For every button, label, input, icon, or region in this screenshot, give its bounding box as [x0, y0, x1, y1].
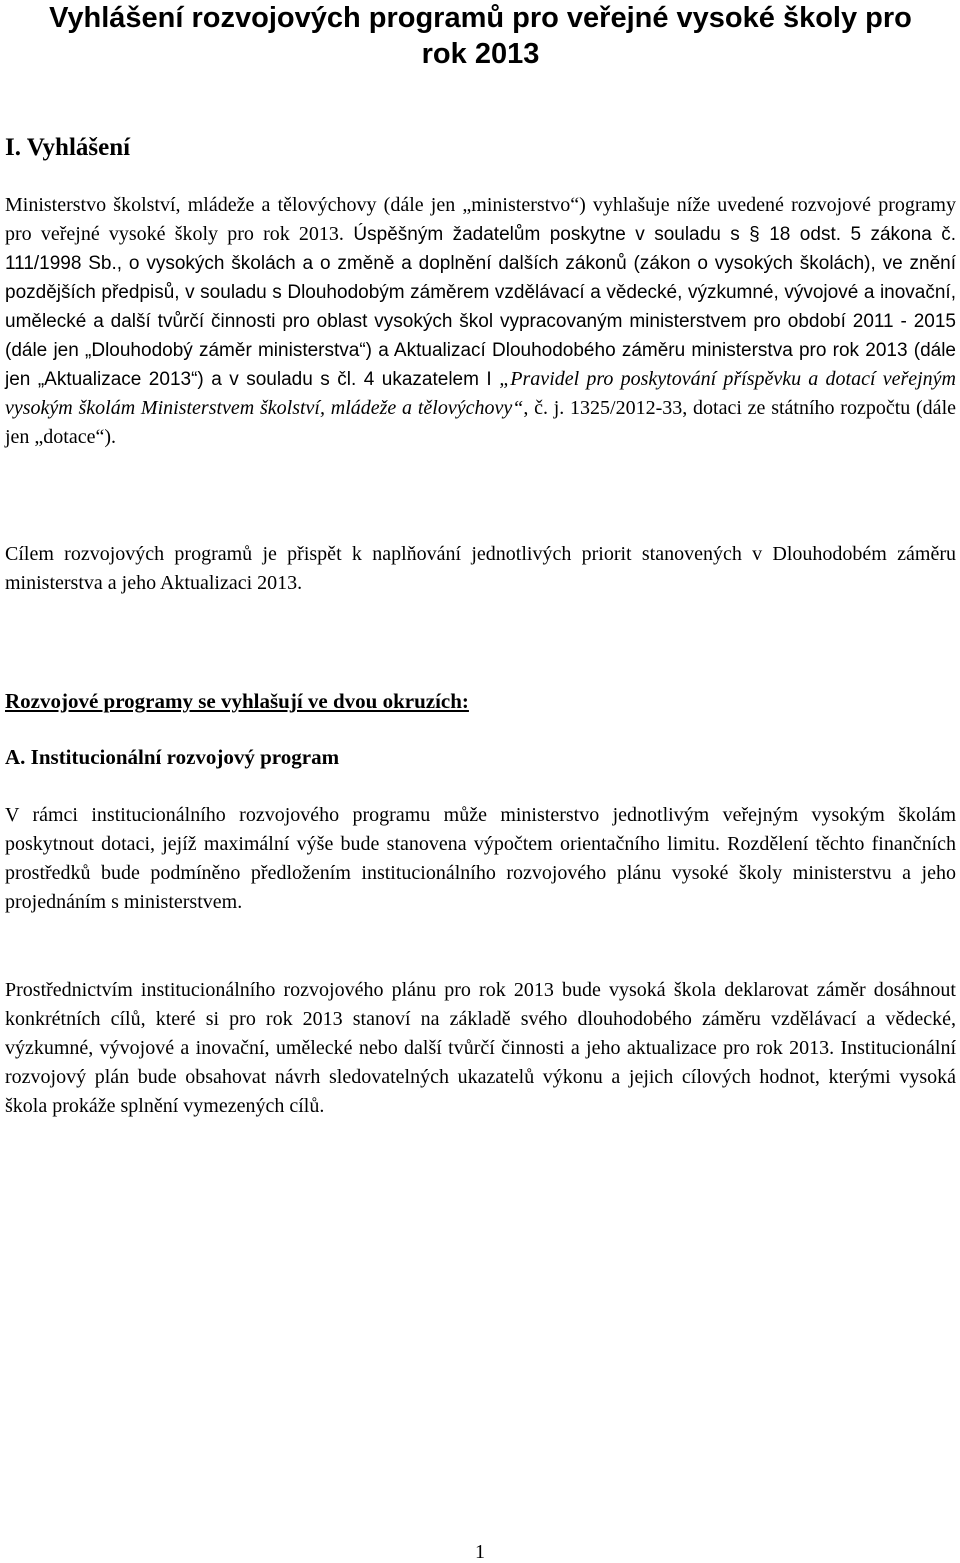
page-number: 1 — [475, 1541, 485, 1563]
title-line-1: Vyhlášení rozvojových programů pro veřejné vysoké školy pro — [49, 2, 912, 34]
title-line-2: rok 2013 — [421, 38, 540, 70]
page-title — [5, 0, 956, 72]
paragraph-intro-part-c: , o vysokých školách a o změně a doplnění dalších zákonů (zákon o vysokých školách), ve znění pozdějších předpisů, v souladu s Dlouhodobým záměrem vzdělávací a vědecké, výzkumné, vývojové a inovační, umělecké a další tvůrčí činnosti pro oblast vysokých škol vypracovaným ministerstvem pro období 2011 - 2015 (dále jen „Dlouhodobý záměr ministerstva“) a Aktualizací Dlouhodobého záměru ministerstva pro rok 2013 (dále jen „Aktualizace 2013“) a v souladu s čl. 4 ukazatelem I — [5, 253, 957, 390]
paragraph-institutional — [5, 801, 956, 917]
paragraph-intro-part-b: Úspěšným žadatelům poskytne v souladu s § 18 odst. 5 zákona č. 111/1998 Sb. — [5, 224, 956, 274]
paragraph-institutional-part-b: Rozdělení těchto finančních prostředků bude podmíněno předložením institucionálního rozvojového plánu vysoké školy ministerstvu a jeho projednáním s ministerstvem. — [5, 833, 957, 913]
paragraph-intro — [5, 191, 956, 452]
section-heading-vyhlaseni: I. Vyhlášení — [5, 134, 131, 161]
paragraph-institutional-part-a: V rámci institucionálního rozvojového programu může ministerstvo jednotlivým veřejným vysokým školám poskytnout dotaci, jejíž maximální výše bude stanovena výpočtem orientačního limitu. — [5, 804, 956, 855]
document-page — [5, 0, 957, 1117]
subheading-institucionalni: A. Institucionální rozvojový program — [5, 745, 340, 769]
section-heading-okruhy: Rozvojové programy se vyhlašují ve dvou okruzích: — [5, 689, 469, 713]
paragraph-intro-part-d: , č. j. 1325/2012-33, dotaci ze státního rozpočtu (dále jen „dotace“). — [5, 397, 956, 448]
paragraph-plan: Prostřednictvím institucionálního rozvojového plánu pro rok 2013 bude vysoká škola deklarovat záměr dosáhnout konkrétních cílů, které si pro rok 2013 stanoví na základě svého dlouhodobého záměru vzdělávací a vědecké, výzkumné, vývojové a inovační, umělecké nebo další tvůrčí činnosti a jeho aktualizace pro rok 2013. Institucionální rozvojový plán bude obsahovat návrh sledovatelných ukazatelů výkonu a jejich cílových hodnot, kterými vysoká škola prokáže splnění vymezených cílů. — [5, 979, 956, 1117]
paragraph-goal: Cílem rozvojových programů je přispět k naplňování jednotlivých priorit stanovených v Dlouhodobém záměru ministerstva a jeho Aktualizaci 2013. — [5, 543, 956, 594]
paragraph-intro-part-a: Ministerstvo školství, mládeže a tělovýchovy (dále jen „ministerstvo“) vyhlašuje níže uvedené rozvojové programy pro veřejné vysoké školy pro rok 2013. — [5, 194, 956, 245]
paragraph-intro-italic-rules: „Pravidel pro poskytování příspěvku a dotací veřejným vysokým školám Ministerstvem školství, mládeže a tělovýchovy“ — [5, 368, 956, 419]
